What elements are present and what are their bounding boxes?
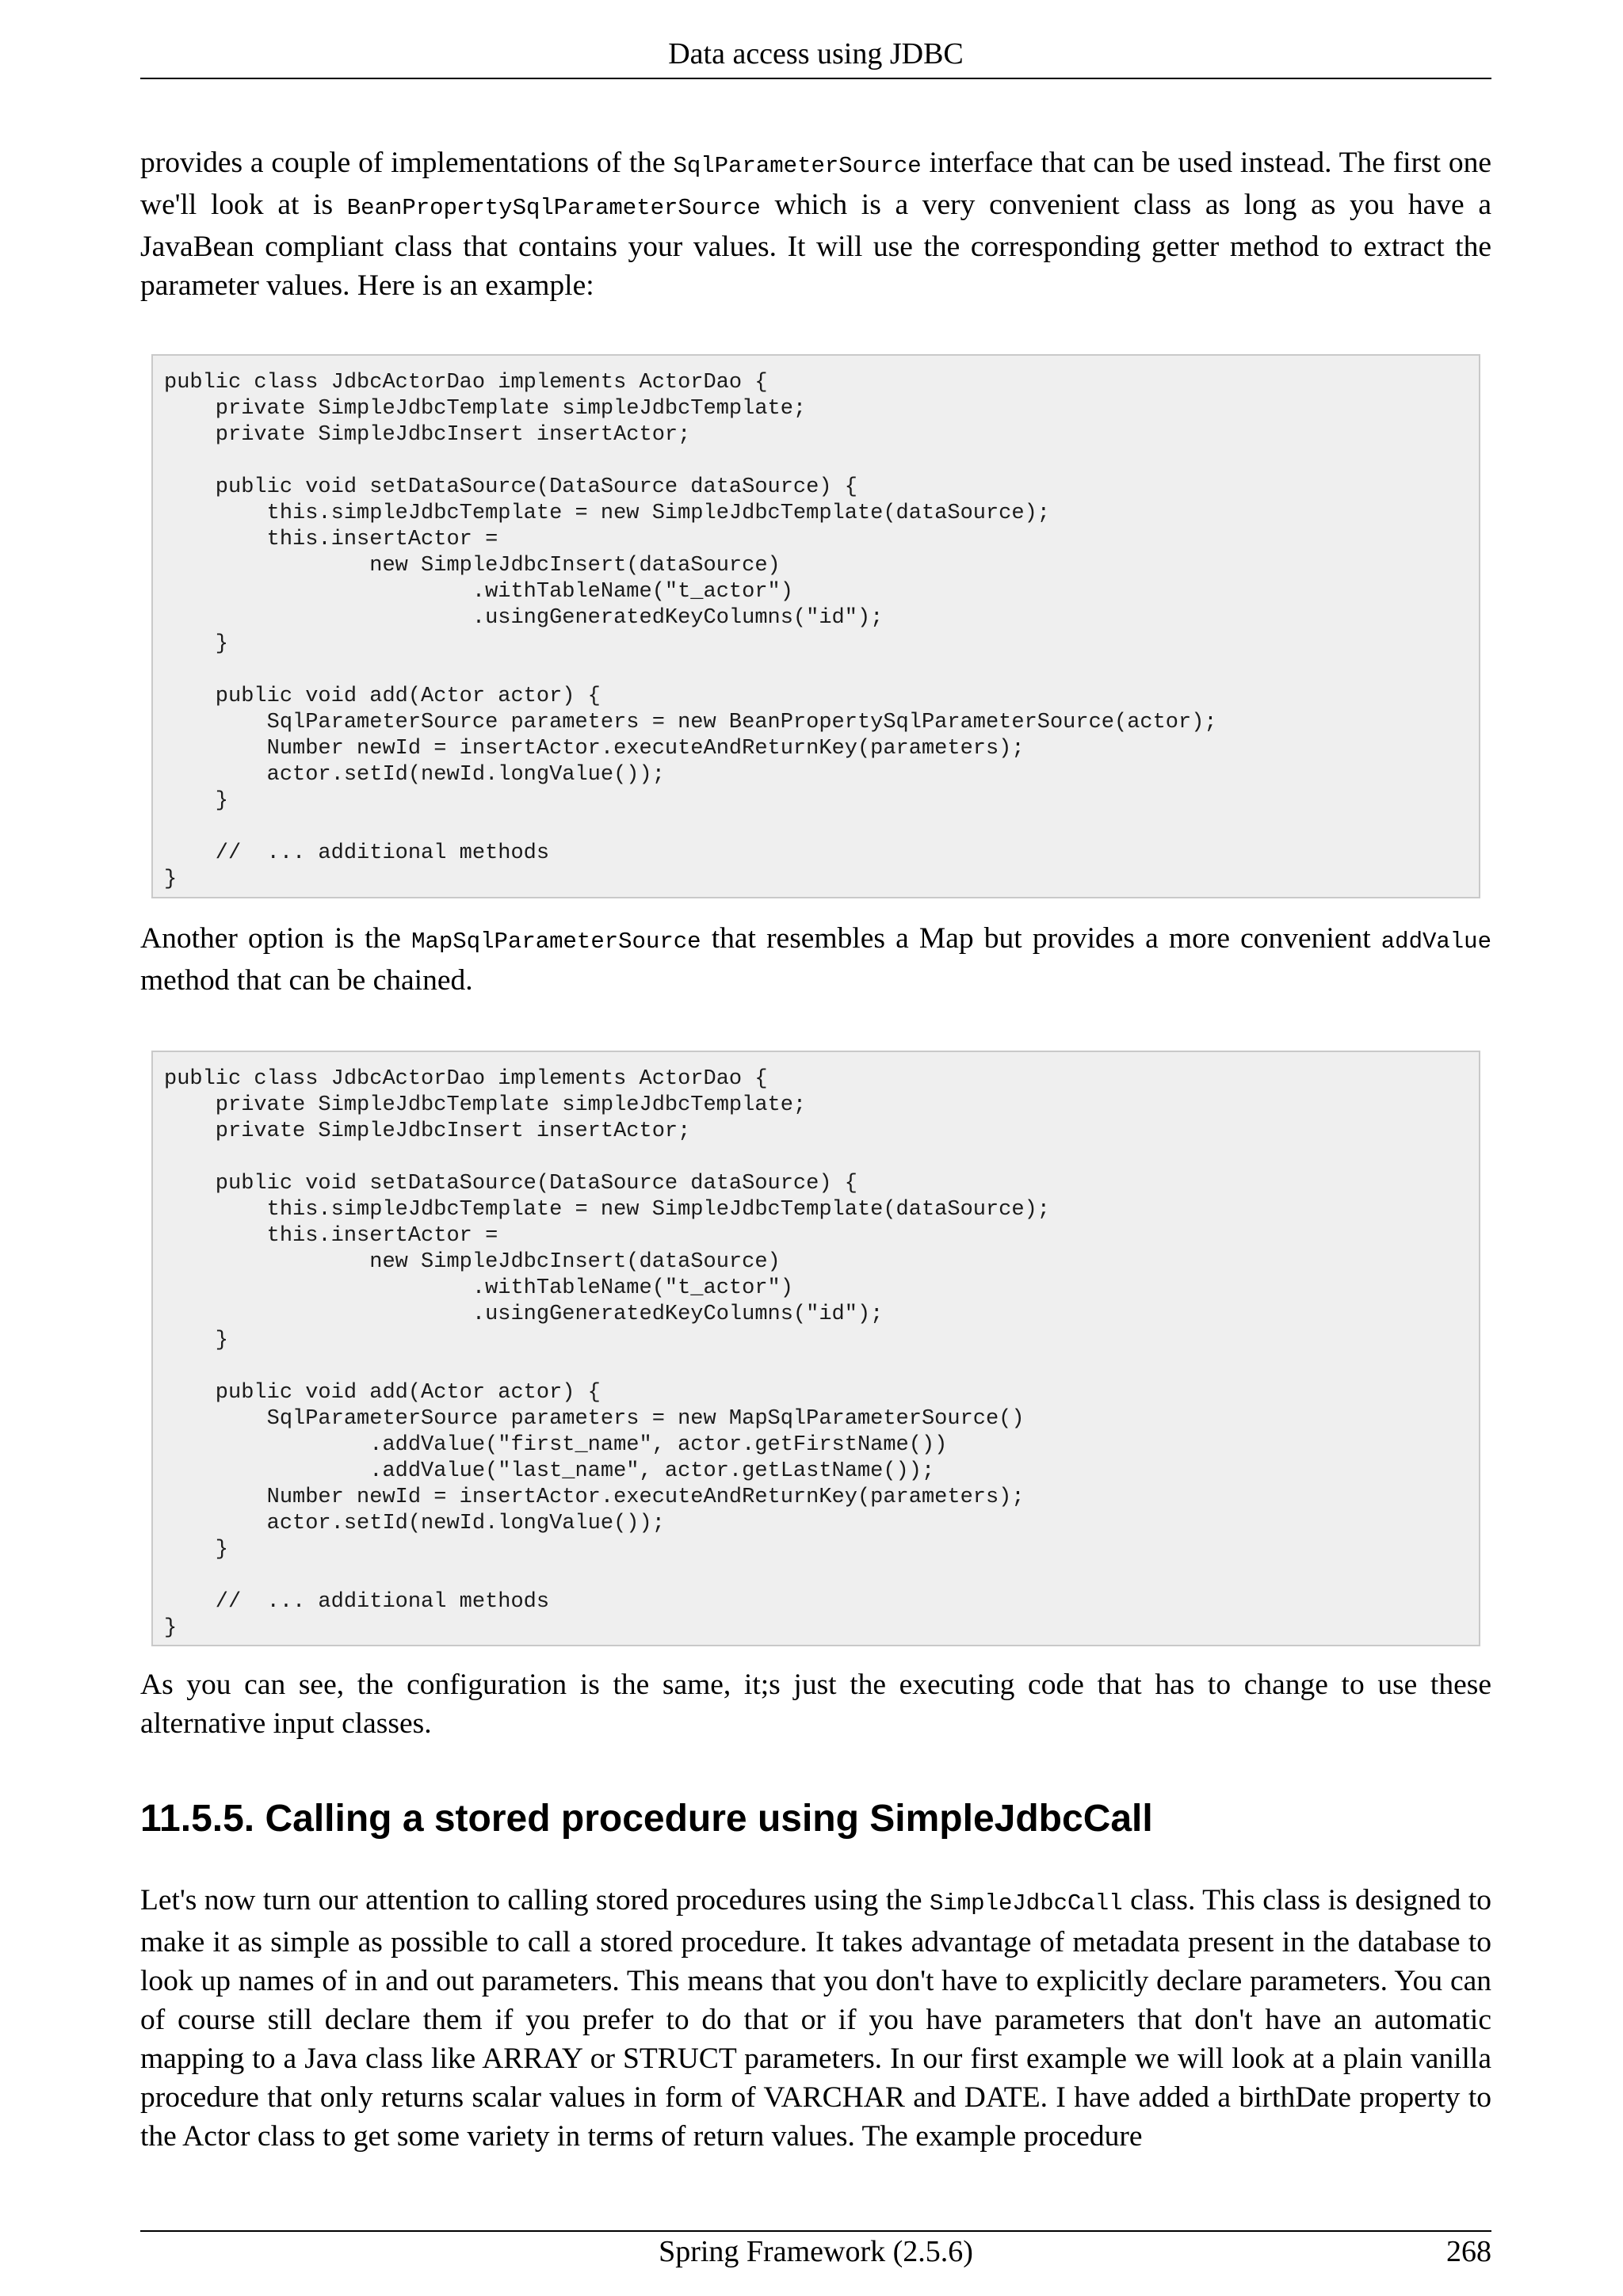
paragraph-text: method that can be chained. (140, 964, 473, 997)
code-block-bean-property (151, 354, 1480, 898)
intro-paragraph (140, 143, 1491, 305)
code-listing: public class JdbcActorDao implements ActorDao { private SimpleJdbcTemplate simpleJdbcTemplate; private SimpleJdbcInsert insertActor; public void setDataSource(DataSource dataSource) { this.simpleJdbcTemplate = new SimpleJdbcTemplate(dataSource); this.insertActor = new SimpleJdbcInsert(dataSource) .withTableName("t_actor") .usingGeneratedKeyColumns("id"); } public void add(Actor actor) { SqlParameterSource parameters = new BeanPropertySqlParameterSource(actor); Number newId = insertActor.executeAndReturnKey(parameters); actor.setId(newId.longValue()); } // ... additional methods } (164, 371, 1217, 891)
map-source-paragraph (140, 919, 1491, 1000)
paragraph-text: class. This class is designed to make it as simple as possible to call a stored procedure. It takes advantage of metadata present in the database to look up names of in and out parameters. This means that you don't have to explicitly declare parameters. You can of course still declare them if you prefer to do that or if you have parameters that don't have an automatic mapping to a Java class like ARRAY or STRUCT parameters. In our first example we will look at a plain vanilla procedure that only returns scalar values in form of VARCHAR and DATE. I have added a birthDate property to the Actor class to get some variety in terms of return values. The example procedure (140, 1884, 1491, 2153)
code-block-map-source (151, 1051, 1480, 1646)
book-title: Spring Framework (2.5.6) (659, 2235, 973, 2268)
stored-procedure-paragraph (140, 1881, 1491, 2156)
inline-code: MapSqlParameterSource (411, 929, 701, 955)
running-header: Data access using JDBC (668, 37, 964, 71)
paragraph-text: Another option is the (140, 922, 412, 955)
paragraph-text: which is a very convenient class as long as you have a JavaBean compliant class that contains your values. It will use the corresponding getter method to extract the parameter values. Here is an example: (140, 189, 1491, 302)
paragraph-text: that resembles a Map but provides a more convenient (701, 922, 1381, 955)
paragraph-text: provides a couple of implementations of the (140, 147, 674, 179)
inline-code: addValue (1381, 929, 1491, 955)
paragraph-text: Let's now turn our attention to calling stored procedures using the (140, 1884, 930, 1917)
footer-divider (140, 2230, 1491, 2232)
page-number: 268 (1446, 2235, 1491, 2268)
conclusion-paragraph: As you can see, the configuration is the same, it;s just the executing code that has to change to use these alternative input classes. (140, 1669, 1491, 1740)
inline-code: SimpleJdbcCall (929, 1890, 1123, 1917)
inline-code: BeanPropertySqlParameterSource (346, 195, 761, 221)
code-listing: public class JdbcActorDao implements ActorDao { private SimpleJdbcTemplate simpleJdbcTemplate; private SimpleJdbcInsert insertActor; public void setDataSource(DataSource dataSource) { this.simpleJdbcTemplate = new SimpleJdbcTemplate(dataSource); this.insertActor = new SimpleJdbcInsert(dataSource) .withTableName("t_actor") .usingGeneratedKeyColumns("id"); } public void add(Actor actor) { SqlParameterSource parameters = new MapSqlParameterSource() .addValue("first_name", actor.getFirstName()) .addValue("last_name", actor.getLastName()); Number newId = insertActor.executeAndReturnKey(parameters); actor.setId(newId.longValue()); } // ... additional methods } (164, 1067, 1050, 1640)
inline-code: SqlParameterSource (673, 153, 922, 179)
header-divider (140, 78, 1491, 79)
paragraph-text: interface that can be used instead. The first one we'll look at is (140, 147, 1492, 221)
section-heading: 11.5.5. Calling a stored procedure using SimpleJdbcCall (140, 1798, 1153, 1840)
